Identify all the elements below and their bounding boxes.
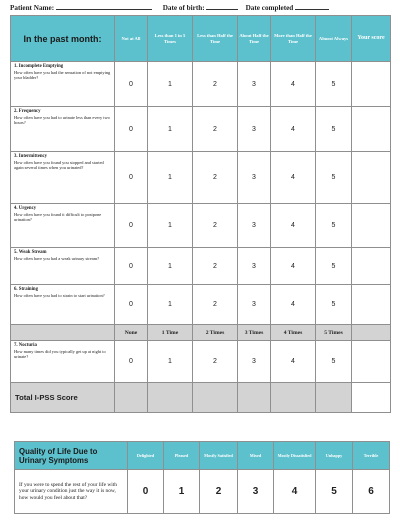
question-title: 1. Incomplete Emptying xyxy=(14,64,64,69)
column-header-none: None xyxy=(115,325,148,341)
column-header-4-times: 4 Times xyxy=(271,325,316,341)
column-header-not-at-all: Not at All xyxy=(115,16,148,62)
qol-column-unhappy: Unhappy xyxy=(316,442,353,470)
table-title: In the past month: xyxy=(11,16,115,62)
score-cell[interactable] xyxy=(352,341,391,383)
question-text: How often have you had a weak urinary stream? xyxy=(14,255,100,261)
score-cell[interactable] xyxy=(352,62,391,107)
option-1[interactable]: 1 xyxy=(148,204,193,248)
option-5[interactable]: 5 xyxy=(316,248,352,285)
option-0[interactable]: 0 xyxy=(115,107,148,152)
table-row xyxy=(11,152,391,204)
column-header-5-times: 5 Times xyxy=(316,325,352,341)
total-row xyxy=(11,383,391,413)
qol-option-5[interactable]: 5 xyxy=(316,470,353,514)
patient-name-field[interactable] xyxy=(56,3,152,10)
option-2[interactable]: 2 xyxy=(193,152,238,204)
nocturia-header-score-spacer xyxy=(352,325,391,341)
question-cell xyxy=(11,152,115,204)
option-5[interactable]: 5 xyxy=(316,341,352,383)
option-4[interactable]: 4 xyxy=(271,285,316,325)
table-row xyxy=(11,285,391,325)
table-row xyxy=(15,470,390,514)
option-0[interactable]: 0 xyxy=(115,285,148,325)
column-header-less-than-half: Less than Half the Time xyxy=(193,16,238,62)
question-text: How often have you had the sensation of not emptying your bladder? xyxy=(14,69,111,80)
column-header-almost-always: Almost Always xyxy=(316,16,352,62)
option-3[interactable]: 3 xyxy=(238,285,271,325)
qol-option-4[interactable]: 4 xyxy=(274,470,316,514)
qol-question: If you were to spend the rest of your life with your urinary condition just the way it is now, how would you feel about that? xyxy=(15,470,128,514)
column-header-less-than-1-in-5: Less than 1 in 5 Times xyxy=(148,16,193,62)
option-0[interactable]: 0 xyxy=(115,152,148,204)
option-4[interactable]: 4 xyxy=(271,341,316,383)
question-title: 4. Urgency xyxy=(14,206,37,211)
question-title: 7. Nocturia xyxy=(14,343,37,348)
qol-option-0[interactable]: 0 xyxy=(128,470,164,514)
option-3[interactable]: 3 xyxy=(238,248,271,285)
score-cell[interactable] xyxy=(352,107,391,152)
total-spacer xyxy=(238,383,271,413)
table-row xyxy=(11,62,391,107)
score-cell[interactable] xyxy=(352,204,391,248)
column-header-2-times: 2 Times xyxy=(193,325,238,341)
qol-option-1[interactable]: 1 xyxy=(164,470,200,514)
date-of-birth-field[interactable] xyxy=(206,3,238,10)
question-text: How often have you found it difficult to postpone urination? xyxy=(14,211,102,222)
option-3[interactable]: 3 xyxy=(238,107,271,152)
total-score-cell[interactable] xyxy=(352,383,391,413)
score-cell[interactable] xyxy=(352,152,391,204)
qol-column-mostly-dissatisfied: Mostly Dissatisfied xyxy=(274,442,316,470)
question-title: 3. Intermittency xyxy=(14,154,48,159)
total-spacer xyxy=(316,383,352,413)
option-1[interactable]: 1 xyxy=(148,107,193,152)
total-score-label: Total I-PSS Score xyxy=(11,383,115,413)
option-5[interactable]: 5 xyxy=(316,62,352,107)
question-title: 6. Straining xyxy=(14,287,38,292)
option-3[interactable]: 3 xyxy=(238,62,271,107)
total-spacer xyxy=(115,383,148,413)
option-1[interactable]: 1 xyxy=(148,285,193,325)
total-spacer xyxy=(148,383,193,413)
question-cell xyxy=(11,285,115,325)
option-2[interactable]: 2 xyxy=(193,204,238,248)
option-0[interactable]: 0 xyxy=(115,341,148,383)
column-header-your-score: Your score xyxy=(352,16,391,62)
question-text: How often have you had to urinate less than every two hours? xyxy=(14,114,110,125)
column-header-more-than-half: More than Half the Time xyxy=(271,16,316,62)
option-5[interactable]: 5 xyxy=(316,107,352,152)
table-row xyxy=(11,341,391,383)
option-0[interactable]: 0 xyxy=(115,204,148,248)
qol-column-pleased: Pleased xyxy=(164,442,200,470)
option-2[interactable]: 2 xyxy=(193,62,238,107)
option-2[interactable]: 2 xyxy=(193,248,238,285)
table-row xyxy=(11,107,391,152)
date-completed-label: Date completed xyxy=(245,4,294,12)
option-1[interactable]: 1 xyxy=(148,152,193,204)
question-cell xyxy=(11,341,115,383)
option-2[interactable]: 2 xyxy=(193,285,238,325)
qol-column-terrible: Terrible xyxy=(353,442,390,470)
option-5[interactable]: 5 xyxy=(316,285,352,325)
question-cell xyxy=(11,204,115,248)
qol-title: Quality of Life Due to Urinary Symptoms xyxy=(15,442,128,470)
option-5[interactable]: 5 xyxy=(316,152,352,204)
patient-name-label: Patient Name: xyxy=(10,4,55,12)
option-2[interactable]: 2 xyxy=(193,341,238,383)
date-of-birth-label: Date of birth: xyxy=(162,4,205,12)
nocturia-header-spacer xyxy=(11,325,115,341)
option-4[interactable]: 4 xyxy=(271,152,316,204)
ipss-table xyxy=(10,15,391,413)
question-text: How often have you had to strain to start urination? xyxy=(14,292,105,298)
option-0[interactable]: 0 xyxy=(115,62,148,107)
qol-column-mixed: Mixed xyxy=(238,442,274,470)
table-row xyxy=(11,248,391,285)
qol-column-delighted: Delighted xyxy=(128,442,164,470)
option-0[interactable]: 0 xyxy=(115,248,148,285)
score-cell[interactable] xyxy=(352,248,391,285)
date-completed-field[interactable] xyxy=(295,3,329,10)
quality-of-life-table xyxy=(14,441,390,514)
form-header xyxy=(10,3,395,15)
qol-option-6[interactable]: 6 xyxy=(353,470,390,514)
option-1[interactable]: 1 xyxy=(148,62,193,107)
qol-option-2[interactable]: 2 xyxy=(200,470,238,514)
option-4[interactable]: 4 xyxy=(271,62,316,107)
question-title: 5. Weak Stream xyxy=(14,250,47,255)
column-header-3-times: 3 Times xyxy=(238,325,271,341)
option-4[interactable]: 4 xyxy=(271,248,316,285)
nocturia-header-row xyxy=(11,325,391,341)
option-4[interactable]: 4 xyxy=(271,107,316,152)
question-cell xyxy=(11,107,115,152)
option-1[interactable]: 1 xyxy=(148,248,193,285)
option-3[interactable]: 3 xyxy=(238,204,271,248)
qol-column-mostly-satisfied: Mostly Satisfied xyxy=(200,442,238,470)
column-header-1-time: 1 Time xyxy=(148,325,193,341)
qol-option-3[interactable]: 3 xyxy=(238,470,274,514)
option-4[interactable]: 4 xyxy=(271,204,316,248)
option-3[interactable]: 3 xyxy=(238,341,271,383)
question-cell xyxy=(11,248,115,285)
score-cell[interactable] xyxy=(352,285,391,325)
option-3[interactable]: 3 xyxy=(238,152,271,204)
option-2[interactable]: 2 xyxy=(193,107,238,152)
total-spacer xyxy=(271,383,316,413)
column-header-about-half: About Half the Time xyxy=(238,16,271,62)
option-5[interactable]: 5 xyxy=(316,204,352,248)
question-title: 2. Frequency xyxy=(14,109,41,114)
question-text: How often have you found you stopped and started again several times when you urinated? xyxy=(14,159,104,170)
table-row xyxy=(11,204,391,248)
total-spacer xyxy=(193,383,238,413)
question-text: How many times did you typically get up at night to urinate? xyxy=(14,348,106,359)
option-1[interactable]: 1 xyxy=(148,341,193,383)
question-cell xyxy=(11,62,115,107)
